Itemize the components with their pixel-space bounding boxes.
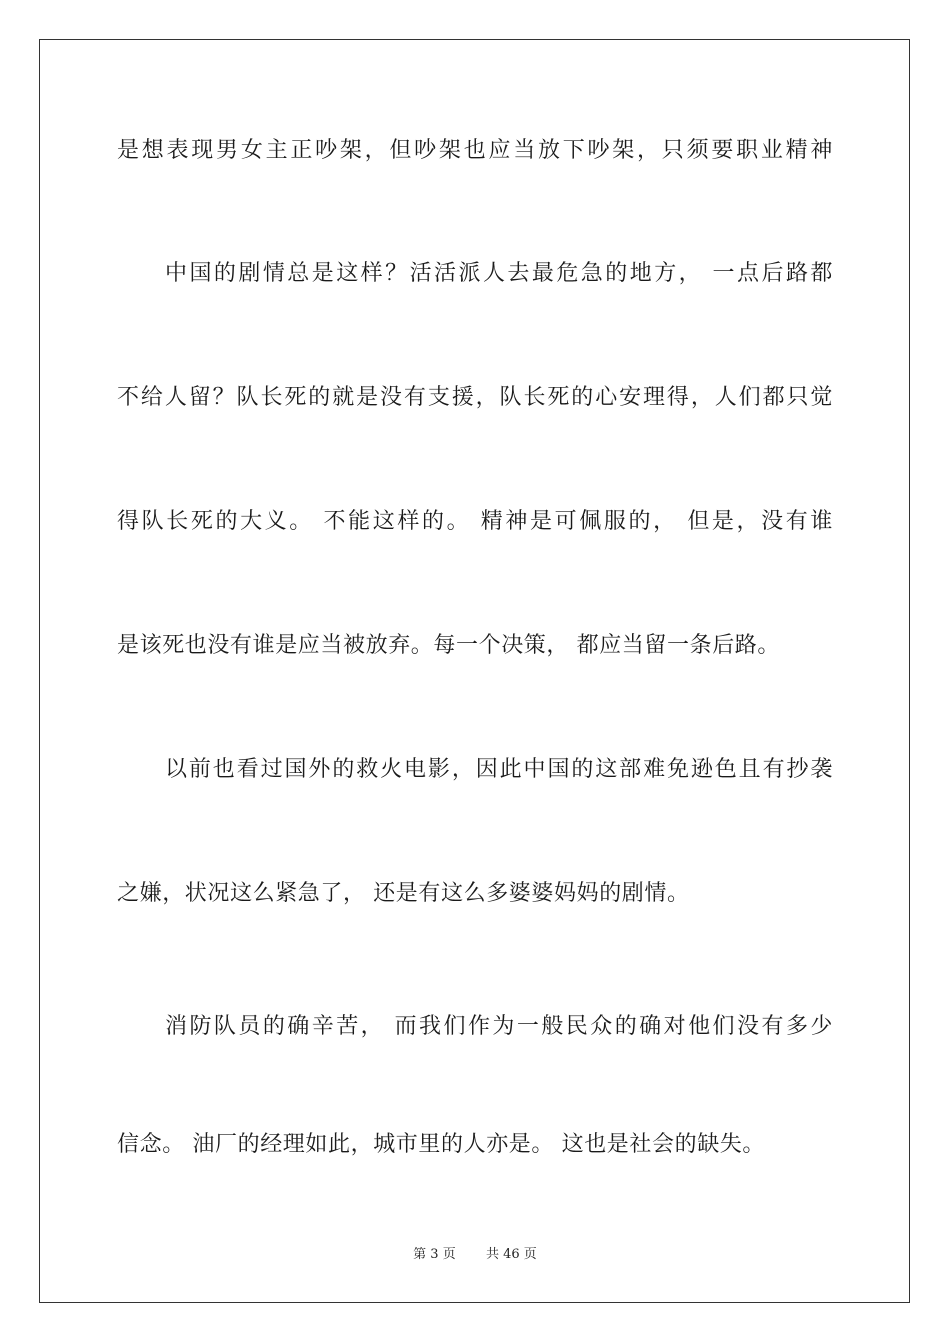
- text-line-1: 是想表现男女主正吵架，但吵架也应当放下吵架，只须要职业精神: [117, 138, 833, 163]
- text-line-9: 信念。 油厂的经理如此，城市里的人亦是。 这也是社会的缺失。: [117, 1132, 765, 1157]
- text-line-7: 之嫌，状况这么紧急了， 还是有这么多婆婆妈妈的剧情。: [117, 881, 690, 906]
- text-line-2: 中国的剧情总是这样？活活派人去最危急的地方， 一点后路都: [165, 261, 833, 286]
- text-line-6: 以前也看过国外的救火电影，因此中国的这部难免逊色且有抄袭: [165, 757, 833, 782]
- page-border: [39, 39, 910, 1303]
- text-line-4: 得队长死的大义。 不能这样的。 精神是可佩服的， 但是，没有谁: [117, 509, 833, 534]
- page-footer: [0, 1246, 950, 1264]
- text-line-3: 不给人留？队长死的就是没有支援，队长死的心安理得，人们都只觉: [117, 385, 833, 410]
- page-number: 第 3 页: [413, 1247, 456, 1262]
- page-total: 共 46 页: [486, 1247, 537, 1262]
- text-line-5: 是该死也没有谁是应当被放弃。每一个决策， 都应当留一条后路。: [117, 633, 780, 658]
- text-line-8: 消防队员的确辛苦， 而我们作为一般民众的确对他们没有多少: [165, 1014, 833, 1039]
